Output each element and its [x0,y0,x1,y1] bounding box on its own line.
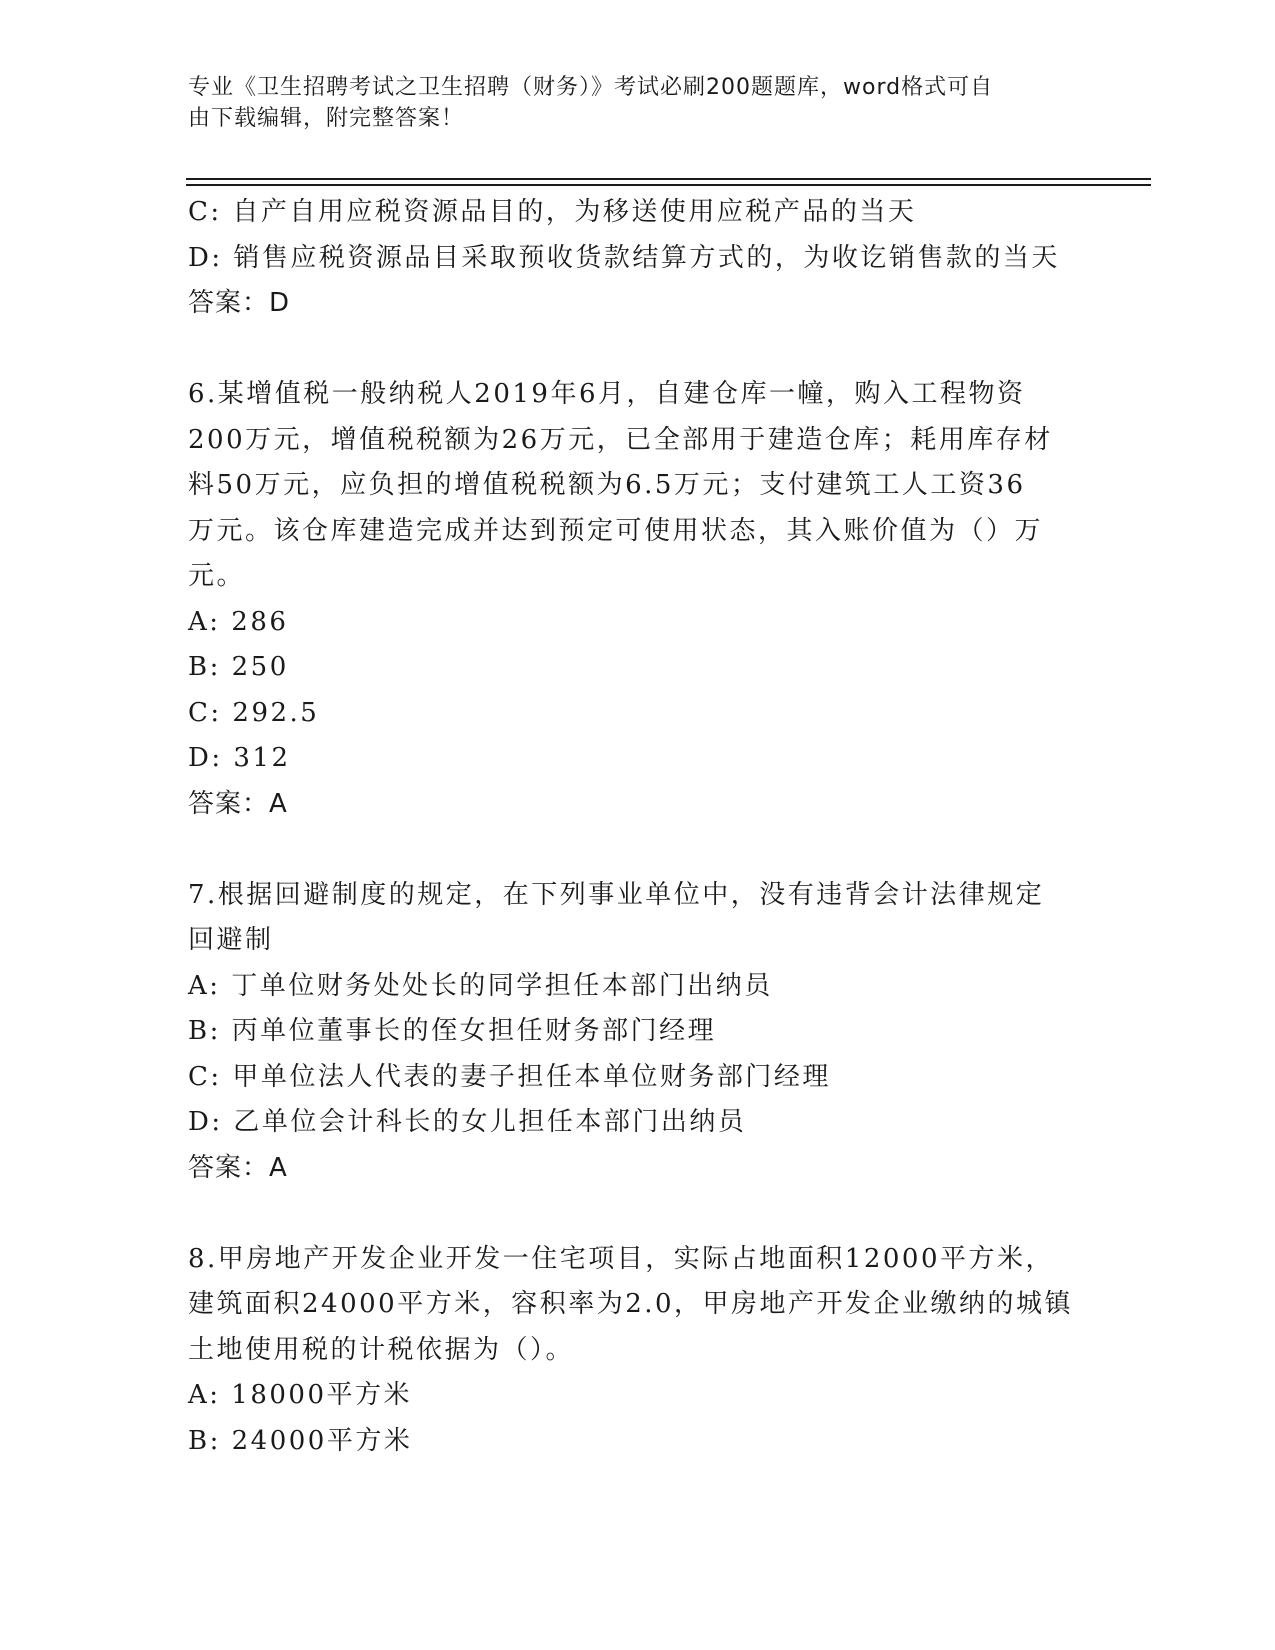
question-5-tail [188,190,1088,327]
header-line-2: 由下载编辑，附完整答案！ [188,106,465,131]
q7-stem-line: 7.根据回避制度的规定，在下列事业单位中，没有违背会计法律规定 [188,879,1045,910]
q6-option-a: A: 286 [188,606,289,637]
q8-stem-line: 土地使用税的计税依据为（）。 [188,1334,575,1365]
question-content [188,190,1088,1464]
q6-option-c: C: 292.5 [188,697,320,728]
q7-option-c: C: 甲单位法人代表的妻子担任本单位财务部门经理 [188,1061,831,1092]
header-rule-bottom [186,184,1151,186]
q5-option-c: C: 自产自用应税资源品目的，为移送使用应税产品的当天 [188,197,917,227]
spacer [188,1191,1088,1237]
q8-stem-line: 8.甲房地产开发企业开发一住宅项目，实际占地面积12000平方米， [188,1243,1055,1274]
q8-option-b: B: 24000平方米 [188,1425,413,1456]
q6-stem-line: 万元。该仓库建造完成并达到预定可使用状态，其入账价值为（）万 [188,515,1044,546]
question-7 [188,873,1088,1192]
question-8 [188,1237,1088,1465]
q7-option-d: D: 乙单位会计科长的女儿担任本部门出纳员 [188,1107,747,1137]
header-line-1: 专业《卫生招聘考试之卫生招聘（财务）》考试必刷200题题库，word格式可自 [188,75,994,100]
q6-stem-line: 元。 [188,561,246,591]
spacer [188,327,1088,373]
q6-stem-line: 6.某增值税一般纳税人2019年6月，自建仓库一幢，购入工程物资 [188,379,1026,409]
q6-answer: 答案：A [188,788,288,819]
q6-option-b: B: 250 [188,652,289,682]
q7-stem-line: 回避制 [188,925,274,955]
document-header [188,72,1068,134]
q5-option-d: D: 销售应税资源品目采取预收货款结算方式的，为收讫销售款的当天 [188,242,1060,273]
q6-option-d: D: 312 [188,743,291,773]
header-rule-top [186,178,1151,180]
q5-answer: 答案：D [188,288,291,318]
q7-option-a: A: 丁单位财务处处长的同学担任本部门出纳员 [188,970,773,1001]
q7-answer: 答案：A [188,1152,288,1183]
q6-stem-line: 200万元，增值税税额为26万元，已全部用于建造仓库；耗用库存材 [188,424,1053,455]
q7-option-b: B: 丙单位董事长的侄女担任财务部门经理 [188,1016,717,1046]
question-6 [188,372,1088,827]
q6-stem-line: 料50万元，应负担的增值税税额为6.5万元；支付建筑工人工资36 [188,470,1026,500]
q8-option-a: A: 18000平方米 [188,1380,413,1410]
q8-stem-line: 建筑面积24000平方米，容积率为2.0，甲房地产开发企业缴纳的城镇 [188,1289,1074,1319]
spacer [188,827,1088,873]
